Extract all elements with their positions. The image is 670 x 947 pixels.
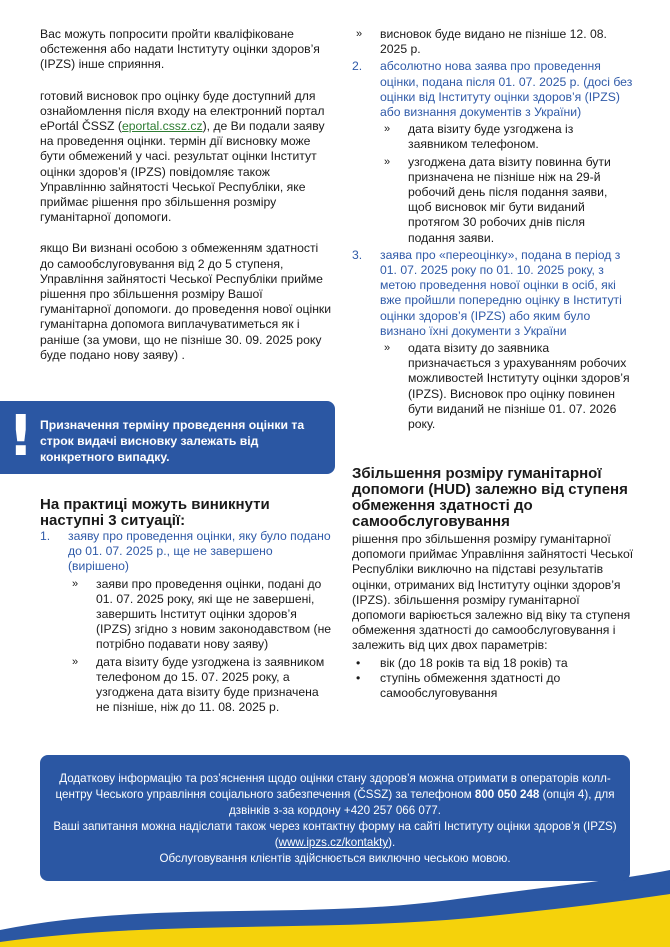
situation-number: 3. <box>352 247 363 262</box>
list-item: » дата візиту буде узгоджена із заявником телефоном до 15. 07. 2025 року, а узгоджена дата візиту буде призначена не пізніше, ніж до 11. 08. 2025 р. <box>72 654 325 715</box>
footer-line-contact: Додаткову інформацію та роз’яснення щодо оцінки стану здоров’я можна отримати в операторів колл-центру Чеського управління соціального забезпечення (ČSSZ) за телефоном 800 050 248 (опція 4), для дзвінків з-за кордону +420 257 066 077. <box>55 772 615 817</box>
eportal-link[interactable]: eportal.cssz.cz <box>121 119 203 134</box>
left-column <box>40 27 332 363</box>
list-item: • вік (до 18 років та від 18 років) та <box>356 655 568 670</box>
list-item: » висновок буде видано не пізніше 12. 08. 2025 р. <box>356 27 607 57</box>
situations-list <box>40 529 332 715</box>
situations-section <box>40 497 332 717</box>
situation-number: 2. <box>352 59 363 74</box>
exclamation-icon: ! <box>8 404 34 469</box>
situation-item-2 <box>352 59 634 245</box>
paragraph-assistance: Вас можуть попросити пройти кваліфіковане обстеження або надати Інституту оцінки здоров’я (IPZS) інше сприяння. <box>40 27 320 72</box>
phone-number: 800 050 248 <box>474 788 540 801</box>
situations-heading: На практиці можуть виникнути наступні 3 ситуації: <box>40 496 270 529</box>
hud-heading: Збільшення розміру гуманітарної допомоги (HUD) залежно від ступеня обмеження здатності до самообслуговування <box>352 465 628 530</box>
situation-item-1 <box>40 529 332 715</box>
list-item: » узгоджена дата візиту повинна бути призначена не пізніше ніж на 29-й робочий день після подання заяви, щоб висновок міг бути виданий протягом 30 робочих днів після подання заяви. <box>384 154 611 245</box>
right-column <box>352 27 634 434</box>
chevron-right-icon: » <box>384 342 391 355</box>
situation-title: заява про «переоцінку», подана в період з 01. 07. 2025 року по 01. 10. 2025 року, з метою проведення нової оцінки в осіб, які вже пройшли попередню оцінку в Інституті оцінки здоров’я (IPZS) або яким було визнано їхні документи з України <box>380 247 622 338</box>
list-item: » дата візиту буде узгоджена із заявником телефоном. <box>384 122 574 152</box>
chevron-right-icon: » <box>384 155 391 168</box>
chevron-right-icon: » <box>72 577 79 590</box>
chevron-right-icon: » <box>72 655 79 668</box>
situation-title: абсолютно нова заява про проведення оцінки, подана після 01. 07. 2025 р. (досі без оцінки від Інституту оцінки здоров’я (IPZS) або визнання документів з України) <box>380 59 633 120</box>
contact-link[interactable]: www.ipzs.cz/kontakty <box>278 836 389 849</box>
paragraph-eportal: готовий висновок про оцінку буде доступний для ознайомлення після входу на електронний портал ePortál ČSSZ (eportal.cssz.cz), де Ви подали заяву на проведення оцінки. термін дії висновку може бути обмежений у часі. результат оцінки Інститут оцінки здоров’я (IPZS) повідомляє також Управлінню зайнятості Чеської Республіки, яке приймає рішення про збільшення розміру гуманітарної допомоги. <box>40 88 325 225</box>
chevron-right-icon: » <box>356 28 363 40</box>
bullet-icon: • <box>356 655 361 670</box>
footer-info-box <box>40 755 630 881</box>
list-item: » одата візиту до заявника призначається з урахуванням робочих можливостей Інституту оцінки здоров’я (IPZS). Висновок про оцінку повинен бути виданий не пізніше 01. 07. 2026 року. <box>384 341 630 432</box>
footer-line-form: Ваші запитання можна надіслати також через контактну форму на сайті Інституту оцінки здоров’я (IPZS) (www.ipzs.cz/kontakty). <box>53 820 617 849</box>
callout-box <box>0 401 335 474</box>
situation-number: 1. <box>40 529 51 543</box>
hud-text: рішення про збільшення розміру гуманітарної допомоги приймає Управління зайнятості Чеської Республіки виключно на підставі результатів оцінки, отриманих від Інституту оцінки здоров’я (IPZS). збільшення розміру гуманітарної допомоги варіюється залежно від віку та ступеня обмеження здатності до самообслуговування і залежить від цих двох параметрів: <box>352 532 634 653</box>
situation-title: заяву про проведення оцінки, яку було подано до 01. 07. 2025 р., ще не завершено (вирішено) <box>68 529 331 574</box>
footer-line-language: Обслуговування клієнтів здійснюється виключно чеською мовою. <box>159 852 511 865</box>
callout-text: Призначення терміну проведення оцінки та строк видачі висновку залежать від конкретного випадку. <box>40 418 305 464</box>
hud-section <box>352 466 634 701</box>
paragraph-degree: якщо Ви визнані особою з обмеженням здатності до самообслуговування від 2 до 5 ступеня, Управління зайнятості Чеської Республіки прийме рішення про збільшення розміру Вашої гуманітарної допомоги. до проведення нової оцінки гуманітарна допомога виплачуватиметься як і раніше (за умови, що не пізніше 30. 09. 2025 року буде подано нову заяву) . <box>40 241 332 362</box>
bullet-icon: • <box>356 670 361 685</box>
list-item: • ступінь обмеження здатності до самообслуговування <box>356 670 561 701</box>
list-item: » заяви про проведення оцінки, подані до 01. 07. 2025 року, які ще не завершені, завершить Інститут оцінки здоров’я (IPZS) згідно з новим законодавством (не потрібно подавати нову заяву) <box>72 576 332 652</box>
chevron-right-icon: » <box>384 123 391 136</box>
situation-item-3 <box>352 248 634 432</box>
